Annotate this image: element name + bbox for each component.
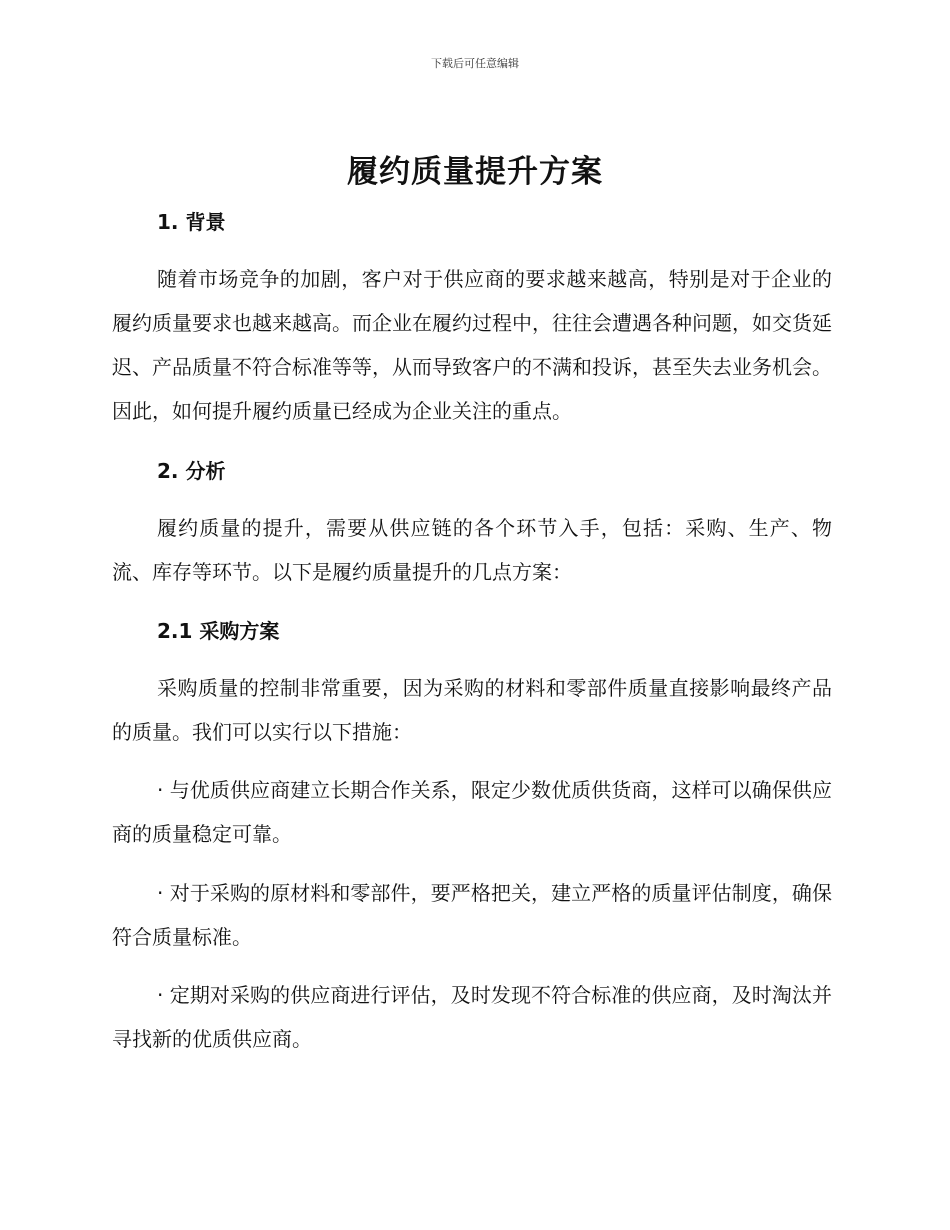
paragraph-background: 随着市场竞争的加剧，客户对于供应商的要求越来越高，特别是对于企业的履约质量要求也越来越高。而企业在履约过程中，往往会遭遇各种问题，如交货延迟、产品质量不符合标准等等，从而导致客户的不满和投诉，甚至失去业务机会。因此，如何提升履约质量已经成为企业关注的重点。 [112, 267, 832, 423]
bullet-item: · 与优质供应商建立长期合作关系，限定少数优质供货商，这样可以确保供应商的质量稳定可靠。 [112, 778, 832, 846]
bullet-item: · 对于采购的原材料和零部件，要严格把关，建立严格的质量评估制度，确保符合质量标准。 [112, 881, 832, 949]
header-note: 下载后可任意编辑 [431, 57, 519, 70]
section-heading-analysis: 2. 分析 [157, 459, 226, 483]
paragraph-analysis: 履约质量的提升，需要从供应链的各个环节入手，包括：采购、生产、物流、库存等环节。以下是履约质量提升的几点方案： [112, 516, 832, 584]
paragraph-procurement: 采购质量的控制非常重要，因为采购的材料和零部件质量直接影响最终产品的质量。我们可以实行以下措施： [112, 676, 832, 744]
document-title: 履约质量提升方案 [347, 154, 603, 190]
bullet-item: · 定期对采购的供应商进行评估，及时发现不符合标准的供应商，及时淘汰并寻找新的优质供应商。 [112, 983, 832, 1051]
section-heading-background: 1. 背景 [157, 210, 226, 234]
section-heading-procurement: 2.1 采购方案 [157, 619, 280, 643]
